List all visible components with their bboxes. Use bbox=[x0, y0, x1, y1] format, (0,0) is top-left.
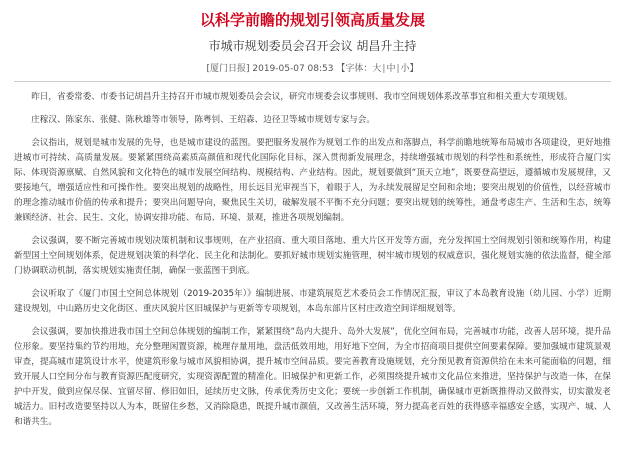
header-divider bbox=[14, 81, 611, 82]
font-size-small-link[interactable]: 小 bbox=[400, 64, 410, 74]
article-paragraph: 会议强调，要不断完善城市规划决策机制和议事规则，在产业招商、重大项目落地、重大片区开发等方面，充分发挥国土空间规划引领和统筹作用，构建新型国土空间规划体系，促进规划决策的科学化、民主化和法制化。要抓好城市规划实施管理，树牢城市规划的权威意识，强化规划实施的依法监督，健全部门协调联动机制，落实规划实施责任制，确保一张蓝图干到底。 bbox=[14, 236, 611, 276]
font-size-large-link[interactable]: 大 bbox=[372, 64, 382, 74]
article-paragraph: 会议听取了《厦门市国土空间总体规划（2019-2035年）》编制进展、市建筑展览艺术委员会工作情况汇报，审议了本岛教育设施（幼儿园、小学）近期建设规划，中山路历史文化街区、重庆风貌片区旧城保护与更新等专项规划，本岛东部片区村庄改造空间详细规划等。 bbox=[14, 289, 611, 314]
article-title: 以科学前瞻的规划引领高质量发展 bbox=[199, 11, 425, 29]
article-paragraph: 会议指出，规划是城市发展的先导，也是城市建设的蓝图。要把服务发展作为规划工作的出发点和落脚点，科学前瞻地统筹布局城市各项建设，更好地推进城市可持续、高质量发展。要紧紧围绕高素质高颜值和现代化国际化目标，深入贯彻新发展理念，持续增强城市规划的科学性和系统性，形成符合厦门实际、体现资源禀赋、自然风貌和文化特色的城市发展空间结构、规模结构、产业结构。因此，规划要做到“顶天立地”，既要登高望远，遵循城市发展规律，又要接地气，增强适应性和可操作性。要突出规划的战略性，用长远目光审视当下，着眼于人，为永续发展留足空间和余地；要突出规划的价值性，以经营城市的理念推动城市价值的传承和提升；要突出问题导向，聚焦民生关切，破解发展不平衡不充分问题；要突出规划的统筹性，通盘考虑生产、生活和生态，统筹兼顾经济、社会、民生、文化，协调安排功能、布局、环境、景观，推进各项规划编制。 bbox=[14, 138, 611, 223]
source-label: [厦门日报] bbox=[206, 64, 250, 74]
article-subtitle: 市城市规划委员会召开会议 胡昌升主持 bbox=[208, 39, 417, 53]
article-paragraph: 昨日，省委常委、市委书记胡昌升主持召开市城市规划委员会会议，研究市规委会议事规则、我市空间规划体系改革事宜和相关重大专项规划。 bbox=[31, 92, 573, 102]
font-size-medium-link[interactable]: 中 bbox=[386, 64, 396, 74]
article-paragraph: 会议强调，要加快推进我市国土空间总体规划的编制工作，紧紧围绕“岛内大提升、岛外大发展”，优化空间布局，完善城市功能，改善人居环境，提升品位形象。要坚持集约节约用地，充分整理闲置资源，梳理存量用地，盘活低效用地，用好地下空间，为全市招商项目提供空间要素保障。要加强城市建筑景观审查，提高城市建筑设计水平，使建筑形象与城市风貌相协调，提升城市空间品质。要完善教育设施规划，充分预见教育资源供给在未来可能面临的问题，细致开展人口空间分布与教育资源匹配度研究，实现资源配置的精准化。旧城保护和更新工作，必须围绕提升城市文化品位来推进，坚持保护与改造一体，在保护中开发，做到应保尽保、宜留尽留、修旧如旧，延续历史文脉，传承优秀历史文化；要统一步创新工作机制，确保城市更新既推得动又做得实，切实激发老城活力。旧村改造要坚持以人为本，既留住乡愁，又消除隐患，既提升城市颜值，又改善生活环境，努力提高老百姓的获得感幸福感安全感，实现产、城、人和谐共生。 bbox=[14, 327, 611, 427]
font-size-label: 【字体： bbox=[336, 64, 373, 74]
font-size-separator: | bbox=[396, 64, 400, 74]
font-size-close: 】 bbox=[409, 64, 419, 74]
font-size-separator: | bbox=[382, 64, 386, 74]
article-body bbox=[14, 90, 611, 430]
article-paragraph: 庄稼汉、陈家东、张健、陈秋雄等市领导，陈粤钊、王绍森、边径卫等城市规划专家与会。 bbox=[31, 115, 375, 125]
publish-date: 2019-05-07 08:53 bbox=[252, 64, 334, 74]
article-meta bbox=[14, 63, 611, 75]
